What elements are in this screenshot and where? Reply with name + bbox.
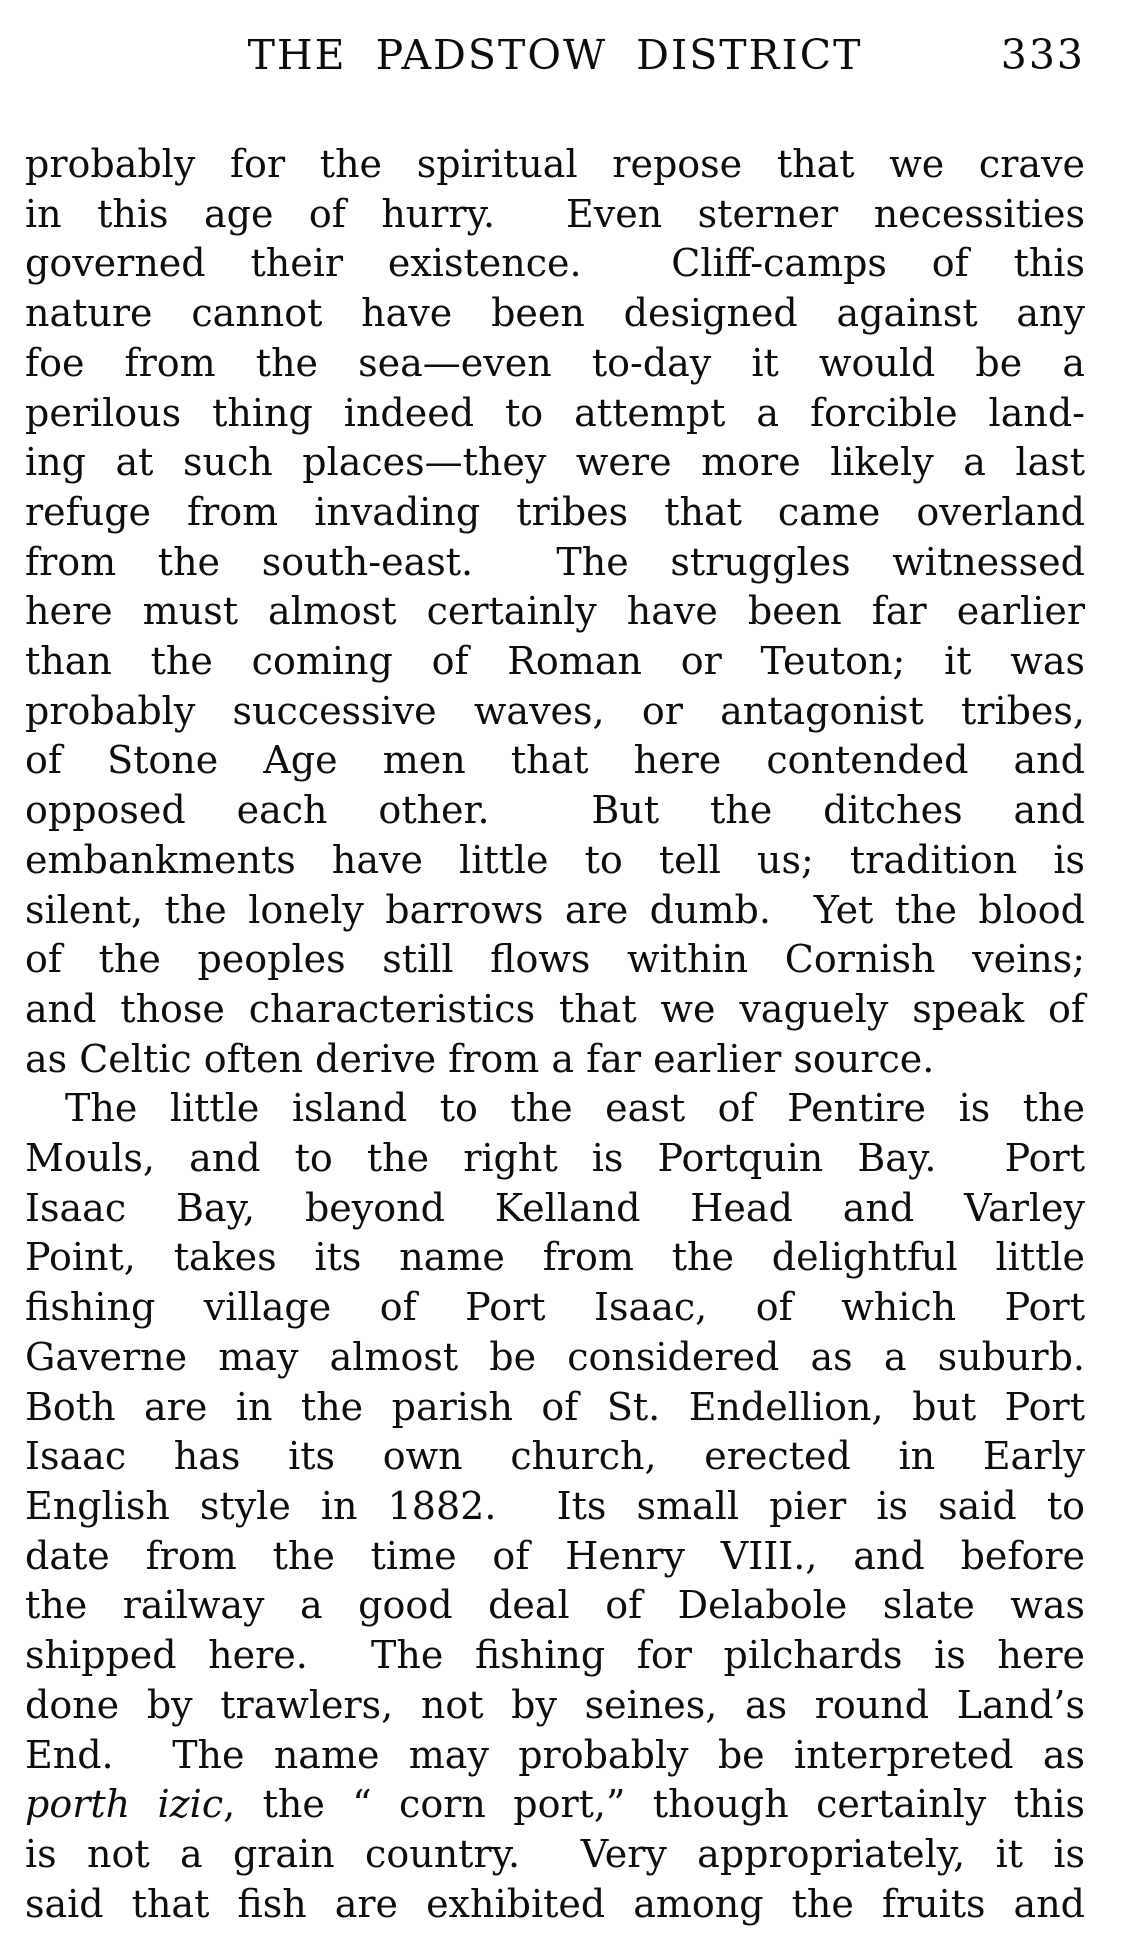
text-line: the railway a good deal of Delabole slate was [25,1583,1085,1628]
text-line: probably for the spiritual repose that we crave [25,142,1085,186]
text-line: English style in 1882. Its small pier is said to [25,1483,1085,1528]
text-line: Both are in the parish of St. Endellion, but Port [25,1384,1085,1429]
text-line: and those characteristics that we vaguely speak of [25,986,1085,1031]
text-line: of Stone Age men that here contended and [25,738,1085,783]
text-line: End. The name may probably be interpreted as [25,1732,1085,1777]
text-line: is not a grain country. Very appropriately, it is [25,1831,1085,1876]
text-line: of the peoples still flows within Cornish veins; [25,937,1085,982]
text-line: Isaac Bay, beyond Kelland Head and Varley [25,1185,1085,1230]
text-line: porth izic, the “ corn port,” though certainly this [25,1782,1085,1827]
text-line: Mouls, and to the right is Portquin Bay. Port [25,1136,1085,1181]
text-line: date from the time of Henry VIII., and before [25,1533,1085,1578]
text-line: Point, takes its name from the delightful little [25,1235,1085,1280]
text-line: embankments have little to tell us; tradition is [25,837,1085,882]
text-body [25,140,1085,1929]
text-line: here must almost certainly have been far earlier [25,589,1085,634]
text-line: shipped here. The fishing for pilchards is here [25,1633,1085,1678]
text-line: than the coming of Roman or Teuton; it was [25,639,1085,684]
text-line: The little island to the east of Pentire is the [65,1086,1085,1131]
text-line: foe from the sea—even to-day it would be a [25,340,1085,385]
paragraph [25,140,1085,1084]
text-line: perilous thing indeed to attempt a forcible land- [25,390,1085,435]
text-line: silent, the lonely barrows are dumb. Yet the blood [25,887,1085,932]
paragraph [25,1084,1085,1929]
text-line: in this age of hurry. Even sterner necessities [25,191,1085,236]
text-line: ing at such places—they were more likely a last [25,440,1085,485]
text-line: opposed each other. But the ditches and [25,788,1085,833]
text-line: as Celtic often derive from a far earlier source. [25,1036,935,1081]
page-header [25,28,1085,82]
text-line: probably successive waves, or antagonist tribes, [25,688,1085,733]
text-line: fishing village of Port Isaac, of which Port [25,1285,1085,1330]
text-line: Gaverne may almost be considered as a suburb. [25,1334,1085,1379]
text-line: done by trawlers, not by seines, as round Land’s [25,1682,1085,1727]
text-line: governed their existence. Cliff-camps of this [25,241,1085,286]
page-number: 333 [1000,31,1085,79]
running-title: THE PADSTOW DISTRICT [247,31,863,79]
text-line: Isaac has its own church, erected in Early [25,1434,1085,1479]
text-line: refuge from invading tribes that came overland [25,489,1085,534]
text-line: from the south-east. The struggles witnessed [25,539,1085,584]
text-line: said that fish are exhibited among the fruits and [25,1881,1085,1926]
text-line: nature cannot have been designed against any [25,291,1085,336]
